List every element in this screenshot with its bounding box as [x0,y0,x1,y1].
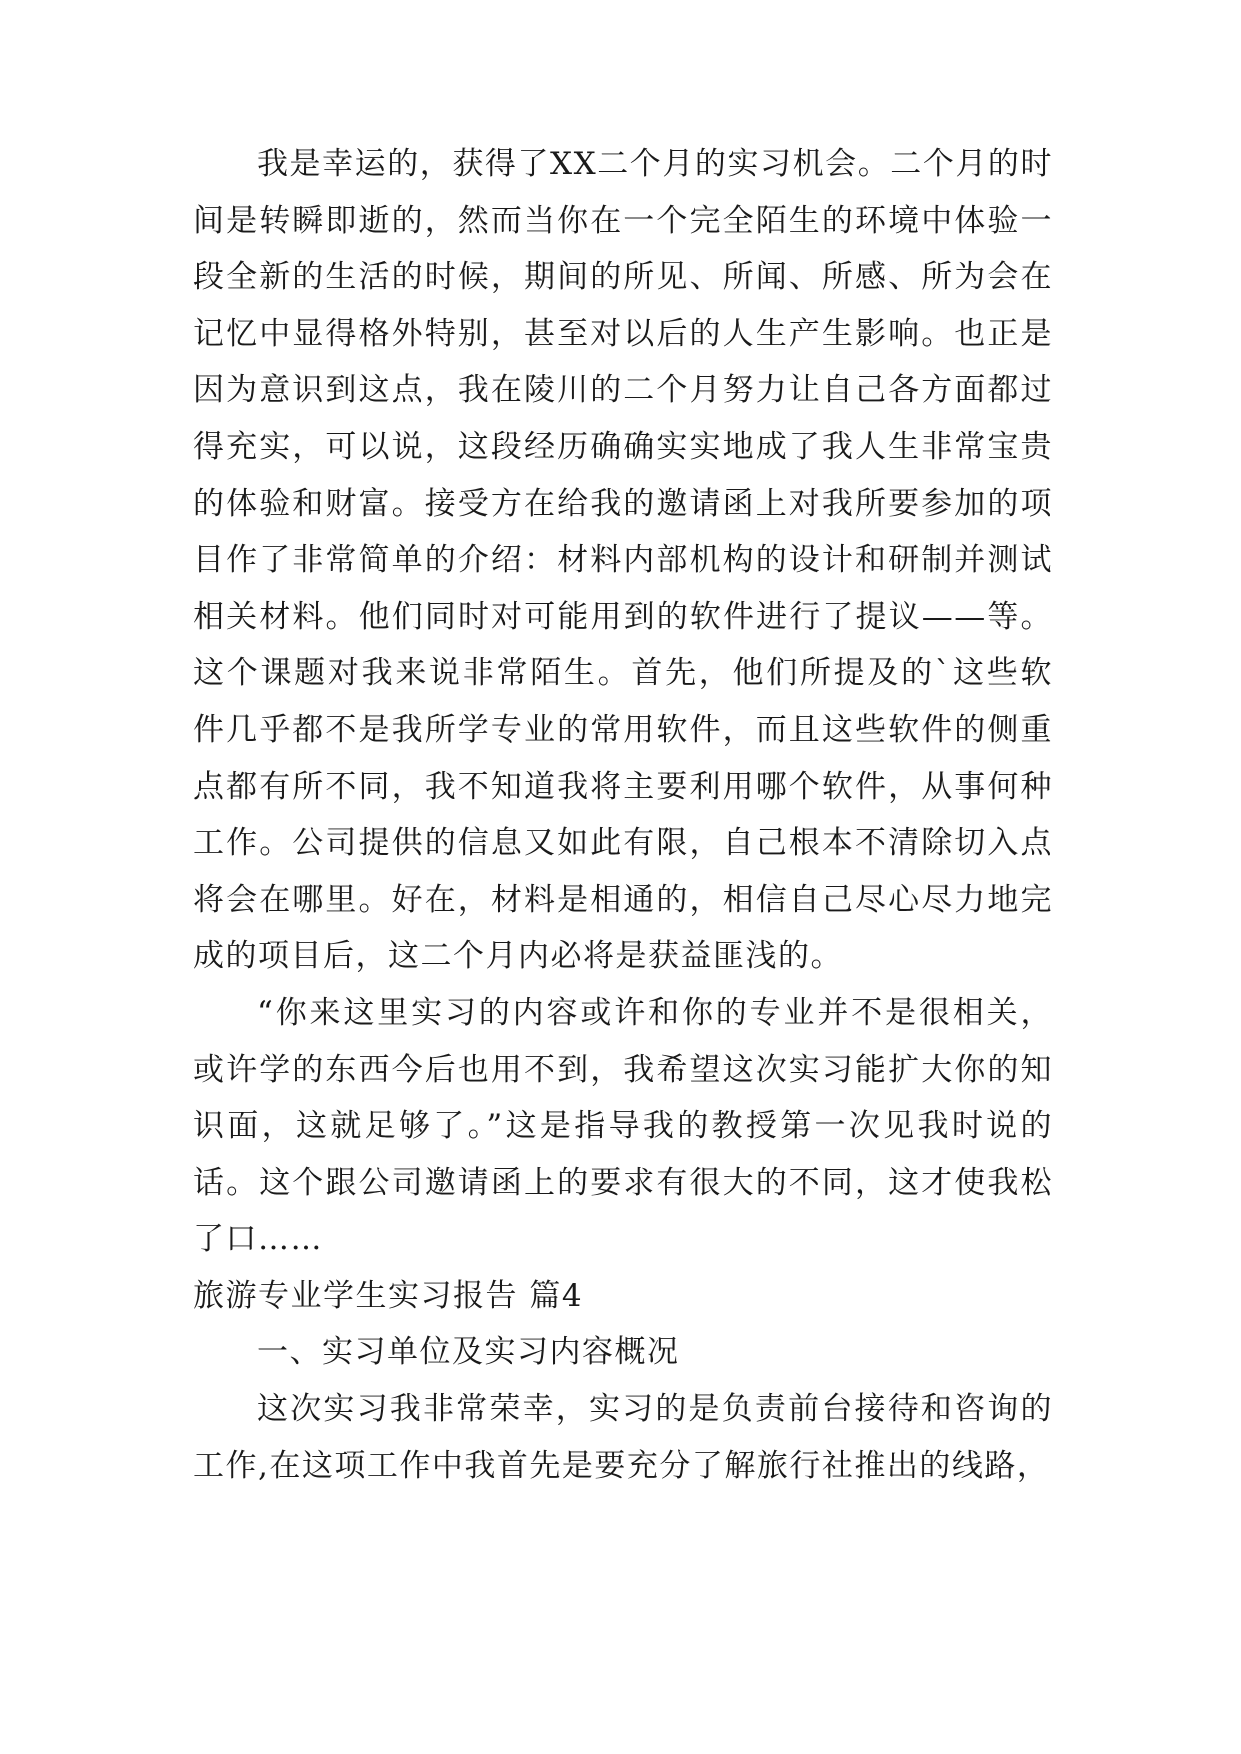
section-heading: 旅游专业学生实习报告 篇4 [193,1277,584,1314]
body-paragraph: 我是幸运的，获得了XX二个月的实习机会。二个月的时间是转瞬即逝的，然而当你在一个完全陌生的环境中体验一段全新的生活的时候，期间的所见、所闻、所感、所为会在记忆中显得格外特别，甚至对以后的人生产生影响。也正是因为意识到这点，我在陵川的二个月努力让自己各方面都过得充实，可以说，这段经历确确实实地成了我人生非常宝贵的体验和财富。接受方在给我的邀请函上对我所要参加的项目作了非常简单的介绍：材料内部机构的设计和研制并测试相关材料。他们同时对可能用到的软件进行了提议——等。这个课题对我来说非常陌生。首先，他们所提及的`这些软件几乎都不是我所学专业的常用软件，而且这些软件的侧重点都有所不同，我不知道我将主要利用哪个软件，从事何种工作。公司提供的信息又如此有限，自己根本不清除切入点将会在哪里。好在，材料是相通的，相信自己尽心尽力地完成的项目后，这二个月内必将是获益匪浅的。 [193,146,1053,975]
body-paragraph: “你来这里实习的内容或许和你的专业并不是很相关，或许学的东西今后也用不到，我希望这次实习能扩大你的知识面，这就足够了。”这是指导我的教授第一次见我时说的话。这个跟公司邀请函上的要求有很大的不同，这才使我松了口…… [193,994,1053,1258]
body-paragraph: 这次实习我非常荣幸，实习的是负责前台接待和咨询的工作,在这项工作中我首先是要充分了解旅行社推出的线路， [193,1391,1053,1484]
subsection-heading: 一、实习单位及实习内容概况 [257,1334,680,1371]
document-body [193,136,1053,1494]
